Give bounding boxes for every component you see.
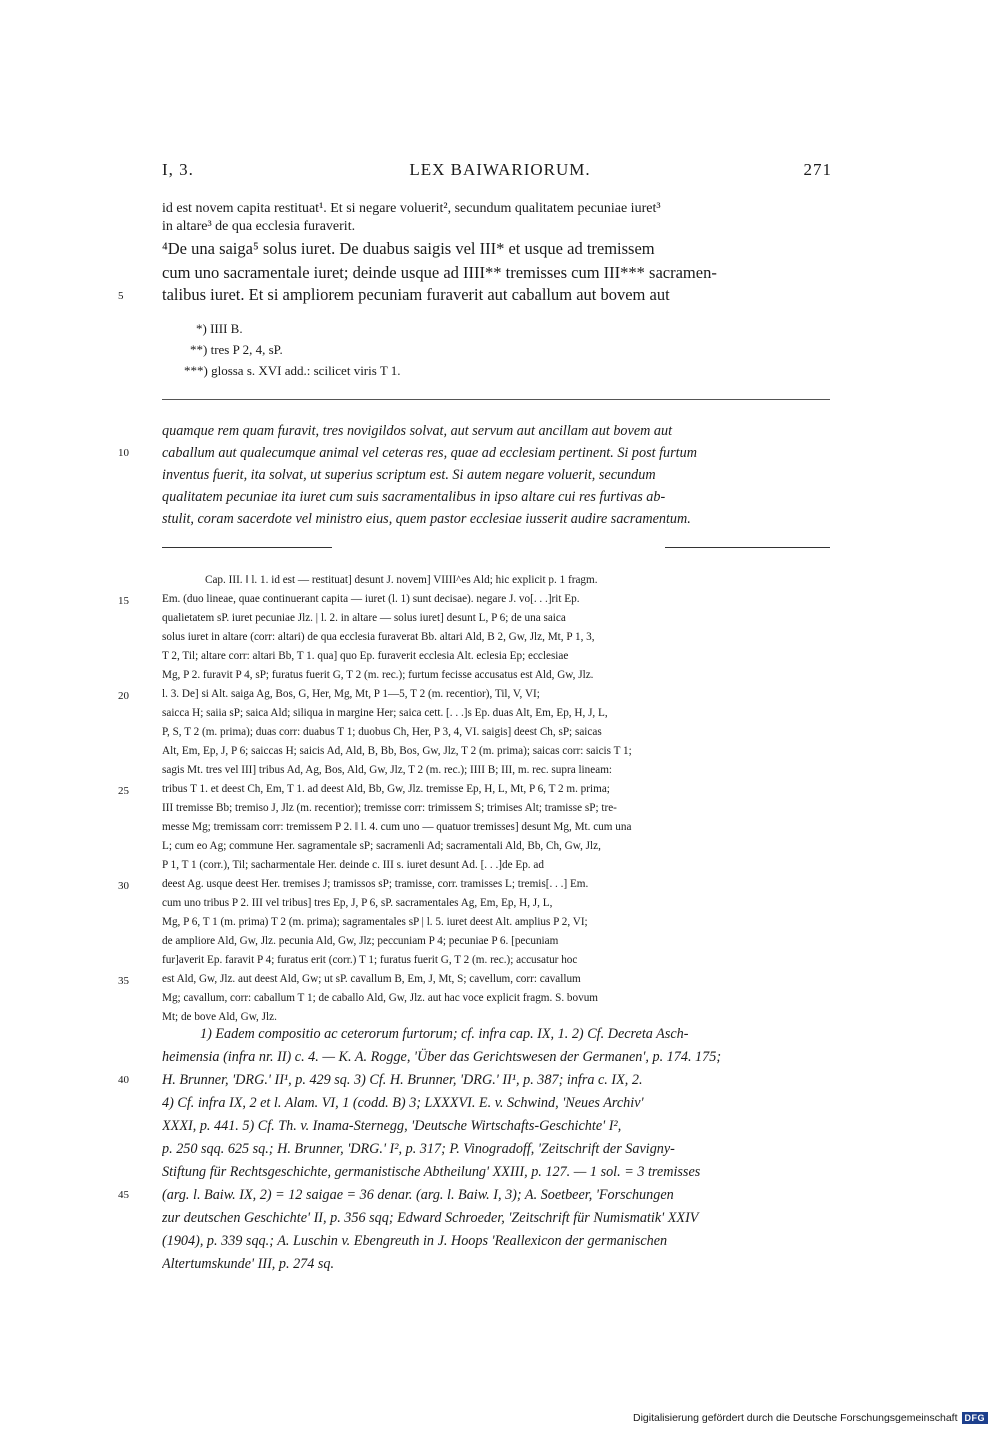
variant-line: deest Ag. usque deest Her. tremises J; tramissos sP; tramisse, corr. tramisses L; tremis[. . .] Em. (162, 878, 589, 890)
footnote-line: p. 250 sqq. 625 sq.; H. Brunner, 'DRG.' I², p. 317; P. Vinogradoff, 'Zeitschrift der Savigny- (162, 1141, 675, 1157)
second-line-5: stulit, coram sacerdote vel ministro eius, quem pastor ecclesiae iusserit audire sacramentum. (162, 511, 691, 527)
variant-line: Em. (duo lineae, quae continuerant capita — iuret (l. 1) sunt decisae). negare J. vo[. . .]rit Ep. (162, 593, 580, 605)
line-number: 15 (118, 595, 129, 607)
second-line-1: quamque rem quam furavit, tres novigildos solvat, aut servum aut ancillam aut bovem aut (162, 423, 673, 439)
variant-line: Alt, Em, Ep, J, P 6; saiccas H; saicis Ad, Ald, B, Bb, Bos, Gw, Jlz, T 2 (m. prima); saicas corr: saicis T 1; (162, 745, 632, 757)
line-number: 10 (118, 447, 129, 459)
variant-line: sagis Mt. tres vel III] tribus Ad, Ag, Bos, Ald, Gw, Jlz, T 2 (m. rec.); IIII B; III, m. rec. supra lineam: (162, 764, 613, 776)
variant-line: est Ald, Gw, Jlz. aut deest Ald, Gw; ut sP. cavallum B, Em, J, Mt, S; cavellum, corr: cavallum (162, 973, 581, 985)
footnote-line: zur deutschen Geschichte' II, p. 356 sqq; Edward Schroeder, 'Zeitschrift für Numismatik' XXIV (162, 1210, 699, 1226)
footnote-line: XXXI, p. 441. 5) Cf. Th. v. Inama-Sternegg, 'Deutsche Wirtschafts-Geschichte' I², (162, 1118, 622, 1134)
line-number: 25 (118, 785, 129, 797)
variant-line: qualietatem sP. iuret pecuniae Jlz. | l. 2. in altare — solus iuret] desunt L, P 6; de una saica (162, 612, 566, 624)
variant-line: Mg, P 6, T 1 (m. prima) T 2 (m. prima); sagramentales sP | l. 5. iuret deest Alt. amplius P 2, VI; (162, 916, 588, 928)
footnote-line: Altertumskunde' III, p. 274 sq. (162, 1256, 335, 1272)
variant-line: tribus T 1. et deest Ch, Em, T 1. ad deest Ald, Bb, Gw, Jlz. tremisse Ep, H, L, Mt, P 6, T 2 m. prima; (162, 783, 610, 795)
variant-line: de ampliore Ald, Gw, Jlz. pecunia Ald, Gw, Jlz; peccuniam P 4; pecuniae P 6. [pecuniam (162, 935, 559, 947)
variant-line: P, S, T 2 (m. prima); duas corr: duabus T 1; duobus Ch, Her, P 3, 4, VI. saigis] deest Ch, sP; saicas (162, 726, 602, 738)
variant-line: saicca H; saiia sP; saica Ald; siliqua in margine Her; saica cett. [. . .]s Ep. duas Alt, Em, Ep, H, J, L, (162, 707, 608, 719)
main-line-3: ⁴De una saiga⁵ solus iuret. De duabus saigis vel III* et usque ad tremissem (162, 239, 655, 258)
note-3: ***) glossa s. XVI add.: scilicet viris T 1. (184, 363, 401, 378)
variant-line: cum uno tribus P 2. III vel tribus] tres Ep, J, P 6, sP. sacramentales Ag, Em, Ep, H, J, L, (162, 897, 553, 909)
variant-line: L; cum eo Ag; commune Her. sagramentale sP; sacramenli Ad; sacramentali Ald, Bb, Ch, Gw, Jlz, (162, 840, 601, 852)
variant-line: III tremisse Bb; tremiso J, Jlz (m. recentior); tremisse corr: trimissem S; trimises Alt; tramisse sP; tre- (162, 802, 617, 814)
variant-line: messe Mg; tremissam corr: tremissem P 2. ‖ l. 4. cum uno — quatuor tremisses] desunt Mg, Mt. cum una (162, 821, 632, 833)
second-line-4: qualitatem pecuniae ita iuret cum suis sacramentalibus in ipso altare cui res furtivas ab- (162, 489, 666, 505)
separator-rule (665, 547, 830, 548)
separator-rule (162, 547, 332, 548)
main-line-4: cum uno sacramentale iuret; deinde usque ad IIII** tremisses cum III*** sacramen- (162, 263, 717, 282)
line-number: 5 (118, 290, 124, 302)
footnote-line: heimensia (infra nr. II) c. 4. — K. A. Rogge, 'Über das Gerichtswesen der Germanen', p. 174. 175; (162, 1049, 722, 1065)
variant-line: Mg, P 2. furavit P 4, sP; furatus fuerit G, T 2 (m. rec.); furtum fecisse accusatus est Ald, Gw, Jlz. (162, 669, 594, 681)
variant-line: l. 3. De] si Alt. saiga Ag, Bos, G, Her, Mg, Mt, P 1—5, T 2 (m. recentior), Til, V, VI; (162, 688, 540, 700)
note-2: **) tres P 2, 4, sP. (190, 342, 283, 357)
line-number: 20 (118, 690, 129, 702)
separator-rule (162, 399, 830, 400)
footnote-line: Stiftung für Rechtsgeschichte, germanistische Abtheilung' XXIII, p. 127. — 1 sol. = 3 tremisses (162, 1164, 701, 1180)
line-number: 30 (118, 880, 129, 892)
footnote-line: 4) Cf. infra IX, 2 et l. Alam. VI, 1 (codd. B) 3; LXXXVI. E. v. Schwind, 'Neues Archiv' (162, 1095, 644, 1111)
main-line-1: id est novem capita restituat¹. Et si negare voluerit², secundum qualitatem pecuniae iuret³ (162, 201, 661, 216)
variant-line: Mt; de bove Ald, Gw, Jlz. (162, 1011, 277, 1023)
variant-line: Mg; cavallum, corr: caballum T 1; de caballo Ald, Gw, Jlz. aut hac voce explicit fragm. S. bovum (162, 992, 598, 1004)
page-number: 271 (803, 160, 832, 179)
second-line-3: inventus fuerit, ita solvat, ut superius scriptum est. Si autem negare voluerit, secundum (162, 467, 656, 483)
line-number: 45 (118, 1189, 129, 1201)
footnote-line: (arg. l. Baiw. IX, 2) = 12 saigae = 36 denar. (arg. l. Baiw. I, 3); A. Soetbeer, 'Forschungen (162, 1187, 674, 1203)
main-line-2: in altare³ de qua ecclesia furaverit. (162, 219, 356, 234)
digitization-footer (633, 1412, 988, 1424)
variant-line: T 2, Til; altare corr: altari Bb, T 1. qua] quo Ep. furaverit ecclesia Alt. eclesia Ep; ecclesiae (162, 650, 569, 662)
footnote-line: H. Brunner, 'DRG.' II¹, p. 429 sq. 3) Cf. H. Brunner, 'DRG.' II¹, p. 387; infra c. IX, 2. (162, 1072, 643, 1088)
note-1: *) IIII B. (196, 321, 243, 336)
footnote-line: (1904), p. 339 sqq.; A. Luschin v. Ebengreuth in J. Hoops 'Reallexicon der germanischen (162, 1233, 668, 1249)
line-number: 40 (118, 1074, 129, 1086)
line-number: 35 (118, 975, 129, 987)
variant-line: fur]averit Ep. faravit P 4; furatus erit (corr.) T 1; furatus fuerit G, T 2 (m. rec.); accusatur hoc (162, 954, 578, 966)
header-left: I, 3. (162, 160, 194, 179)
variant-line: Cap. III. ‖ l. 1. id est — restituat] desunt J. novem] VIIII^es Ald; hic explicit p. 1 fragm. (205, 574, 598, 586)
variant-line: P 1, T 1 (corr.), Til; sacharmentale Her. deinde c. III s. iuret desunt Ad. [. . .]de Ep. ad (162, 859, 544, 871)
second-line-2: caballum aut qualecumque animal vel ceteras res, quae ad ecclesiam pertinent. Si post furtum (162, 445, 697, 461)
footnote-line: 1) Eadem compositio ac ceterorum furtorum; cf. infra cap. IX, 1. 2) Cf. Decreta Asch- (200, 1026, 689, 1042)
dfg-logo: DFG (962, 1412, 989, 1424)
main-line-5: talibus iuret. Et si ampliorem pecuniam furaverit aut caballum aut bovem aut (162, 285, 670, 304)
variant-line: solus iuret in altare (corr: altari) de qua ecclesia furaverat Bb. altari Ald, B 2, Gw, Jlz, Mt, P 1, 3, (162, 631, 595, 643)
footer-text: Digitalisierung gefördert durch die Deutsche Forschungsgemeinschaft (632, 1412, 958, 1424)
page-title: LEX BAIWARIORUM. (409, 160, 591, 179)
